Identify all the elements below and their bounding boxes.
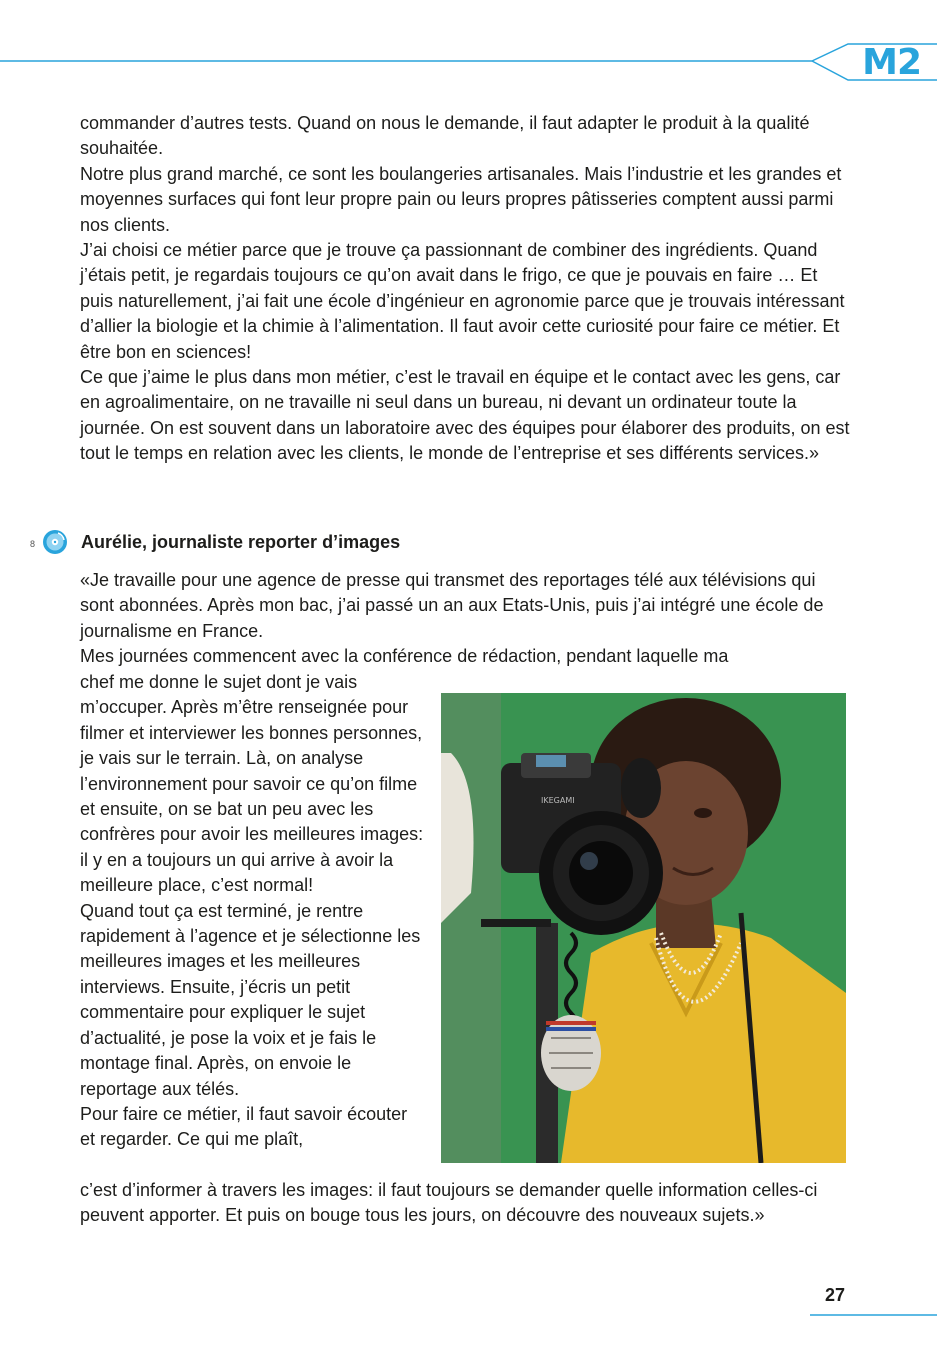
module-tag: M2 (862, 42, 921, 83)
cd-audio-icon[interactable] (42, 529, 68, 555)
paragraph: Quand tout ça est terminé, je rentre rapidement à l’agence et je sélectionne les meilleures images et les meilleures interviews. Ensuite, j’écris un petit commentaire pour expliquer le sujet d’actualité, je pose la voix et je fais le montage final. Après, on envoie le reportage aux télés. (80, 900, 421, 1099)
paragraph: «Je travaille pour une agence de presse qui transmet des reportages télé aux télévisions qui sont abonnées. Après mon bac, j’ai passé un an aux Etats-Unis, puis j’ai intégré une école de journalisme en France. (80, 570, 824, 641)
paragraph: c’est d’informer à travers les images: il faut toujours se demander quelle information celles-ci peuvent apporter. Et puis on bouge tous les jours, on découvre des nouveaux sujets.» (80, 1180, 818, 1226)
header-rule (0, 0, 937, 110)
reporter-photo (441, 693, 846, 1163)
paragraph: chef me donne le sujet dont je vais m’occuper. Après m’être renseignée pour filmer et interviewer les bonnes personnes, je vais sur le terrain. Là, on analyse l’environnement pour savoir ce qu’on filme et ensuite, on se bat un peu avec les confrères pour avoir les meilleures images: il y en a toujours un qui arrive à avoir la meilleure place, c’est normal! (80, 672, 424, 896)
section-intro (80, 568, 850, 670)
camera-brand-label: IKEGAMI (541, 796, 575, 805)
paragraph: commander d’autres tests. Quand on nous le demande, il faut adapter le produit à la qualité souhaitée. (80, 113, 810, 159)
paragraph: Pour faire ce métier, il faut savoir écouter et regarder. Ce qui me plaît, (80, 1103, 408, 1150)
page-header (0, 0, 937, 110)
paragraph: J’ai choisi ce métier parce que je trouve ça passionnant de combiner des ingrédients. Quand j’étais petit, je regardais toujours ce qu’on avait dans le frigo, ce que je pouvais en faire … Et puis naturellement, j’ai fait une école d’ingénieur en agronomie parce que je trouvais intéressant d’allier la biologie et la chimie à l’alimentation. Il faut avoir cette curiosité pour faire ce métier. Et être bon en sciences! (80, 240, 845, 362)
track-number: 8 (30, 539, 36, 549)
footer-rule (810, 1312, 937, 1318)
wrapped-text-column (80, 670, 425, 1153)
section-heading (30, 528, 400, 556)
page-number: 27 (825, 1285, 846, 1305)
paragraph: Notre plus grand marché, ce sont les boulangeries artisanales. Mais l’industrie et les grandes et moyennes surfaces qui font leur propre pain ou leurs propres pâtisseries comptent aussi parmi nos clients. (80, 163, 842, 235)
article-body-top (80, 111, 850, 467)
section-closing (80, 1178, 850, 1229)
paragraph: Ce que j’aime le plus dans mon métier, c’est le travail en équipe et le contact avec les gens, car en agroalimentaire, on ne travaille ni seul dans un bureau, ni devant un ordinateur toute la journée. On est souvent dans un laboratoire avec des équipes pour élaborer des produits, on est tout le temps en relation avec les clients, le monde de l’entreprise et ses différents services.» (80, 367, 850, 464)
section-title: Aurélie, journaliste reporter d’images (81, 531, 401, 552)
paragraph: Mes journées commencent avec la conférence de rédaction, pendant laquelle ma (80, 646, 729, 667)
photo-illustration (441, 693, 846, 1163)
